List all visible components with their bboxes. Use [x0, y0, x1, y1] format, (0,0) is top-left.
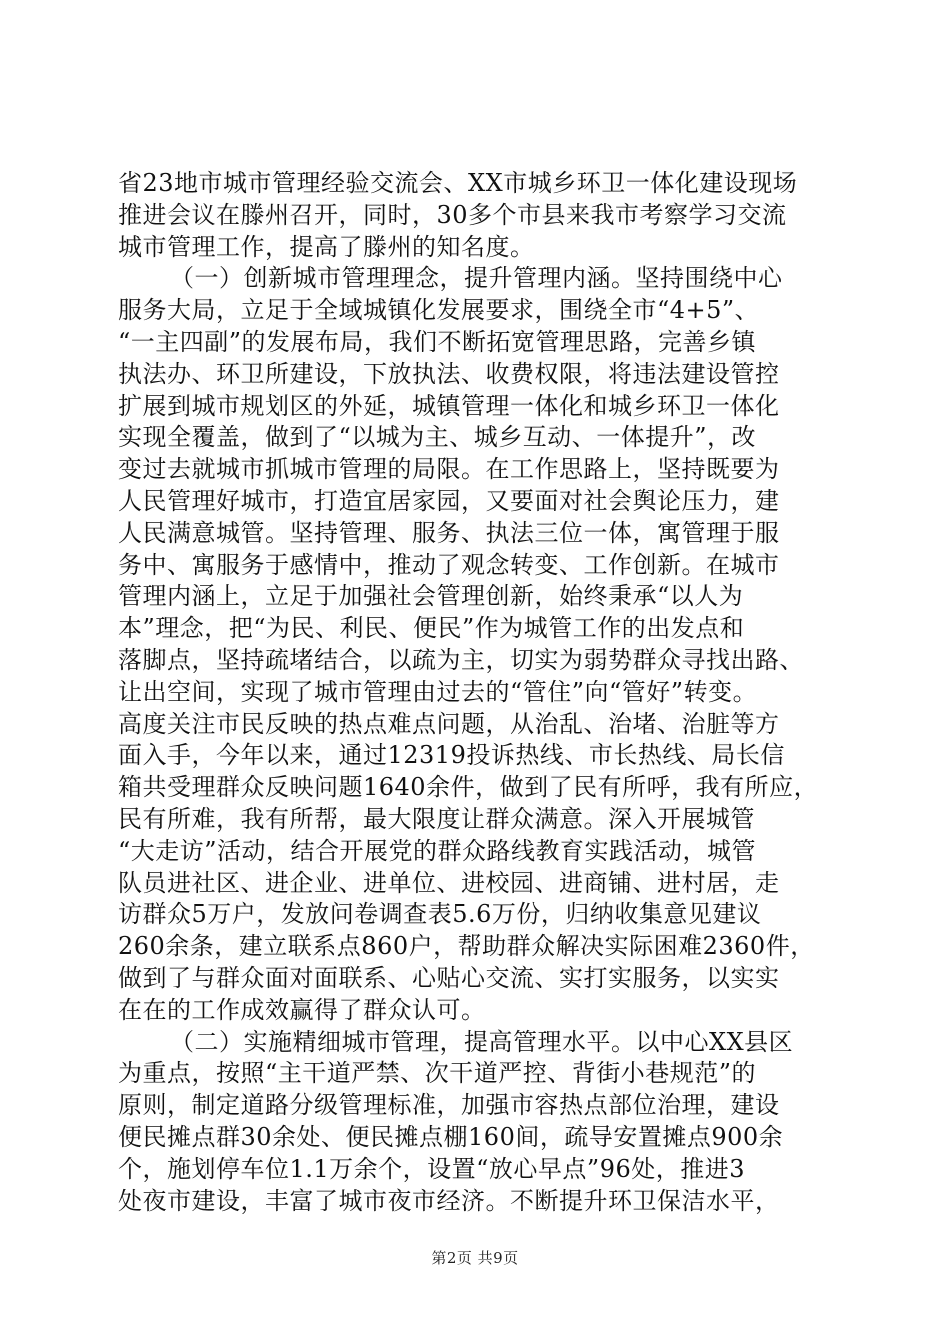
paragraph: [118, 263, 834, 1026]
text-line: “大走访”活动，结合开展党的群众路线教育实践活动，城管: [118, 836, 757, 865]
paragraph: [118, 1027, 834, 1218]
text-line: 箱共受理群众反映问题1640余件，做到了民有所呼，我有所应，: [118, 773, 819, 802]
text-line: “一主四副”的发展布局，我们不断拓宽管理思路，完善乡镇: [118, 327, 757, 356]
text-line: 人民满意城管。坚持管理、服务、执法三位一体，寓管理于服: [118, 518, 780, 547]
text-line: 队员进社区、进企业、进单位、进校园、进商铺、进村居，走: [118, 868, 780, 897]
text-line: 管理内涵上，立足于加强社会管理创新，始终秉承“以人为: [118, 582, 744, 611]
text-line: 落脚点，坚持疏堵结合，以疏为主，切实为弱势群众寻找出路、: [118, 645, 804, 674]
paragraph: [118, 168, 834, 263]
page-footer: 第2页 共9页: [431, 1249, 519, 1267]
text-line: 务中、寓服务于感情中，推动了观念转变、工作创新。在城市: [118, 550, 780, 579]
text-line: 为重点，按照“主干道严禁、次干道严控、背街小巷规范”的: [118, 1059, 757, 1088]
text-line: 执法办、环卫所建设，下放执法、收费权限，将违法建设管控: [118, 359, 780, 388]
text-line: 服务大局，立足于全域城镇化发展要求，围绕全市“4+5”、: [118, 296, 760, 325]
text-line: 处夜市建设，丰富了城市夜市经济。不断提升环卫保洁水平，: [118, 1186, 780, 1215]
text-line: 面入手，今年以来，通过12319投诉热线、市长热线、局长信: [118, 741, 785, 770]
text-line: 省23地市城市管理经验交流会、XX市城乡环卫一体化建设现场: [118, 169, 798, 197]
text-line: 便民摊点群30余处、便民摊点棚160间，疏导安置摊点900余: [118, 1122, 784, 1151]
text-line: 城市管理工作，提高了滕州的知名度。: [118, 232, 535, 261]
text-line: 本”理念，把“为民、利民、便民”作为城管工作的出发点和: [118, 614, 745, 643]
text-line: 在在的工作成效赢得了群众认可。: [118, 995, 486, 1024]
text-line: 访群众5万户，发放问卷调查表5.6万份，归纳收集意见建议: [118, 900, 762, 929]
text-line: （二）实施精细城市管理，提高管理水平。以中心XX县区: [170, 1027, 794, 1056]
text-line: （一）创新城市管理理念，提升管理内涵。坚持围绕中心: [170, 264, 783, 293]
text-line: 扩展到城市规划区的外延，城镇管理一体化和城乡环卫一体化: [118, 391, 780, 420]
text-line: 让出空间，实现了城市管理由过去的“管住”向“管好”转变。: [118, 677, 758, 706]
text-line: 260余条，建立联系点860户，帮助群众解决实际困难2360件，: [118, 932, 815, 961]
document-body: [118, 168, 834, 1217]
text-line: 原则，制定道路分级管理标准，加强市容热点部位治理，建设: [118, 1091, 780, 1120]
text-line: 民有所难，我有所帮，最大限度让群众满意。深入开展城管: [118, 804, 755, 833]
text-line: 人民管理好城市，打造宜居家园，又要面对社会舆论压力，建: [118, 486, 780, 515]
text-line: 实现全覆盖，做到了“以城为主、城乡互动、一体提升”，改: [118, 423, 757, 452]
text-line: 推进会议在滕州召开，同时，30多个市县来我市考察学习交流: [118, 200, 787, 229]
text-line: 个，施划停车位1.1万余个，设置“放心早点”96处，推进3: [118, 1154, 746, 1183]
text-line: 高度关注市民反映的热点难点问题，从治乱、治堵、治脏等方: [118, 709, 780, 738]
text-line: 做到了与群众面对面联系、心贴心交流、实打实服务，以实实: [118, 963, 780, 992]
text-line: 变过去就城市抓城市管理的局限。在工作思路上，坚持既要为: [118, 455, 780, 484]
